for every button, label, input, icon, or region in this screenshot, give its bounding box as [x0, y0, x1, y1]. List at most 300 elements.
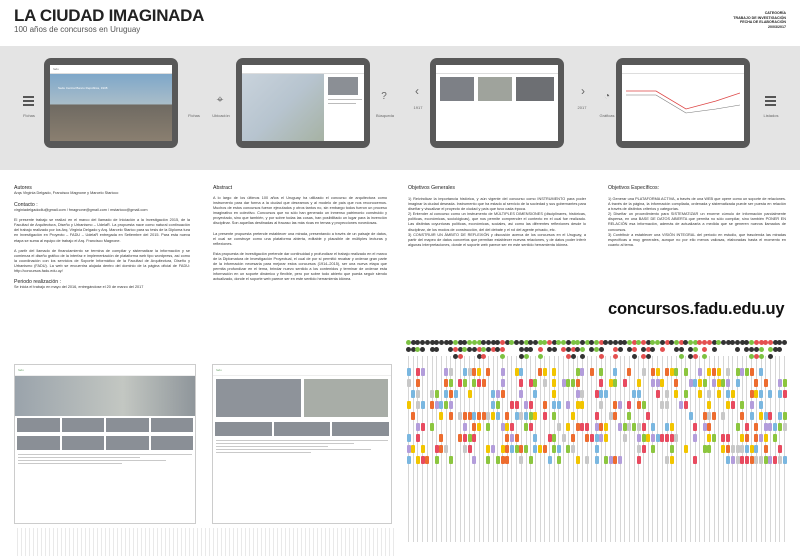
website-screenshot-1	[14, 364, 196, 524]
timeline-cell	[486, 423, 490, 431]
timeline-dot	[712, 340, 717, 345]
timeline-cell	[768, 390, 772, 398]
timeline-dot	[552, 347, 557, 352]
screen-nav-2	[242, 65, 364, 74]
timeline-cell	[627, 401, 631, 409]
timeline-line	[573, 356, 574, 542]
timeline-dot	[448, 347, 453, 352]
timeline-line	[413, 356, 414, 542]
timeline-cell	[576, 379, 580, 387]
timeline-cell	[745, 456, 749, 464]
chevron-left-icon: ‹	[415, 84, 419, 98]
timeline-cell	[458, 434, 462, 442]
timeline-dot	[726, 340, 731, 345]
timeline-cell	[444, 445, 448, 453]
timeline-cell	[656, 390, 660, 398]
timeline-cell	[477, 368, 481, 376]
timeline-line	[718, 356, 719, 542]
timeline-dot	[646, 340, 651, 345]
screen-nav: fadu	[50, 65, 172, 74]
timeline-cell	[740, 456, 744, 464]
timeline-cell	[759, 401, 763, 409]
timeline-line	[432, 356, 433, 542]
meta-block	[733, 11, 786, 29]
timeline-line	[540, 356, 541, 542]
timeline-line	[568, 356, 569, 542]
timeline-cell	[707, 445, 711, 453]
timeline-cell	[731, 456, 735, 464]
timeline-cell	[472, 434, 476, 442]
timeline-dot	[430, 347, 435, 352]
timeline-dot	[533, 340, 538, 345]
timeline-cell	[580, 368, 584, 376]
timeline-cell	[745, 423, 749, 431]
timeline-dot	[613, 347, 618, 352]
timeline-dot	[754, 340, 759, 345]
timeline-dot	[632, 354, 637, 359]
category-label: CATEGORÍA	[764, 11, 786, 15]
timeline-line	[591, 356, 592, 542]
timeline-dot	[749, 347, 754, 352]
timeline-cell	[712, 379, 716, 387]
timeline-cell	[416, 390, 420, 398]
timeline-dot	[730, 340, 735, 345]
timeline-dot	[524, 347, 529, 352]
timeline-line	[422, 356, 423, 542]
timeline-dot	[613, 340, 618, 345]
timeline-cell	[698, 390, 702, 398]
timeline-cell	[421, 423, 425, 431]
timeline-dot	[500, 347, 505, 352]
timeline-cell	[759, 412, 763, 420]
timeline-cell	[656, 379, 660, 387]
timeline-cell	[604, 423, 608, 431]
timeline-cell	[750, 401, 754, 409]
shot-hero-1	[15, 376, 195, 416]
timeline-line	[530, 356, 531, 542]
timeline-dot	[754, 354, 759, 359]
timeline-cell	[515, 368, 519, 376]
timeline-cell	[425, 456, 429, 464]
photo-caption: Sede Central Banco República, 1938	[58, 86, 108, 90]
index-list-strip	[14, 528, 394, 556]
timeline-cell	[707, 412, 711, 420]
timeline-dot	[538, 340, 543, 345]
timeline-cell	[627, 423, 631, 431]
timeline-dot	[702, 354, 707, 359]
timeline-cell	[543, 379, 547, 387]
timeline-cell	[764, 412, 768, 420]
timeline-cell	[745, 445, 749, 453]
timeline-cell	[670, 368, 674, 376]
timeline-dot	[425, 340, 430, 345]
timeline-cell	[670, 423, 674, 431]
timeline-cell	[552, 368, 556, 376]
timeline-dot	[660, 347, 665, 352]
timeline-cell	[726, 434, 730, 442]
timeline-cell	[505, 412, 509, 420]
timeline-line	[511, 356, 512, 542]
timeline-cell	[421, 401, 425, 409]
timeline-line	[493, 356, 494, 542]
timeline-cell	[674, 368, 678, 376]
timeline-dot	[669, 340, 674, 345]
timeline-cell	[505, 445, 509, 453]
timeline-dot	[618, 340, 623, 345]
timeline-line	[582, 356, 583, 542]
timeline-dot	[458, 340, 463, 345]
timeline-cell	[430, 401, 434, 409]
timeline-cell	[501, 379, 505, 387]
timeline-dot	[679, 347, 684, 352]
label-graficas: Gráficas	[599, 113, 615, 118]
timeline-line	[685, 356, 686, 542]
timeline-line	[554, 356, 555, 542]
timeline-cell	[482, 379, 486, 387]
timeline-cell	[712, 412, 716, 420]
shot-header-2: fadu	[213, 365, 391, 376]
timeline-cell	[674, 390, 678, 398]
timeline-cell	[439, 401, 443, 409]
timeline-cell	[444, 401, 448, 409]
timeline-cell	[684, 368, 688, 376]
timeline-dot	[782, 340, 787, 345]
timeline-dot	[566, 354, 571, 359]
timeline-cell	[552, 445, 556, 453]
timeline-cell	[637, 379, 641, 387]
column-specific-objectives	[608, 185, 786, 248]
timeline-dot	[716, 340, 721, 345]
timeline-line	[620, 356, 621, 542]
timeline-cell	[721, 434, 725, 442]
timeline-cell	[407, 368, 411, 376]
timeline-cell	[773, 456, 777, 464]
timeline-cell	[557, 445, 561, 453]
timeline-line	[563, 356, 564, 542]
timeline-cell	[726, 390, 730, 398]
timeline-cell	[717, 390, 721, 398]
timeline-cell	[595, 423, 599, 431]
timeline-dot	[477, 340, 482, 345]
timeline-cell	[726, 445, 730, 453]
site-url[interactable]: concursos.fadu.edu.uy	[608, 300, 785, 318]
timeline-cell	[486, 445, 490, 453]
timeline-cell	[562, 434, 566, 442]
timeline-cell	[599, 401, 603, 409]
timeline-cell	[609, 412, 613, 420]
timeline-cell	[421, 456, 425, 464]
timeline-dot	[773, 340, 778, 345]
timeline-cell	[693, 379, 697, 387]
timeline-cell	[449, 412, 453, 420]
timeline-cell	[454, 390, 458, 398]
timeline-cell	[609, 456, 613, 464]
timeline-line	[596, 356, 597, 542]
timeline-dot	[759, 354, 764, 359]
timeline-dot	[528, 340, 533, 345]
timeline-cell	[407, 456, 411, 464]
building-photo	[50, 74, 172, 141]
timeline-cell	[590, 434, 594, 442]
timeline-cell	[651, 423, 655, 431]
device-fichas	[44, 58, 178, 148]
year-right: 2017	[577, 105, 587, 110]
timeline-cell	[764, 434, 768, 442]
timeline-cell	[501, 445, 505, 453]
timeline-cell	[712, 434, 716, 442]
timeline-line	[695, 356, 696, 542]
timeline-line	[775, 356, 776, 542]
timeline-cell	[463, 379, 467, 387]
timeline-cell	[613, 456, 617, 464]
timeline-cell	[712, 368, 716, 376]
timeline-dot	[519, 354, 524, 359]
timeline-cell	[595, 412, 599, 420]
timeline-line	[634, 356, 635, 542]
timeline-cell	[627, 412, 631, 420]
timeline-cell	[745, 434, 749, 442]
timeline-cell	[599, 390, 603, 398]
timeline-cell	[674, 434, 678, 442]
timeline-line	[667, 356, 668, 542]
timeline-dot	[655, 340, 660, 345]
timeline-line	[441, 356, 442, 542]
timeline-cell	[613, 401, 617, 409]
timeline-line	[723, 356, 724, 542]
timeline-dot	[477, 354, 482, 359]
timeline-cell	[510, 423, 514, 431]
timeline-cell	[778, 379, 782, 387]
timeline-line	[765, 356, 766, 542]
timeline-line	[737, 356, 738, 542]
timeline-dot	[481, 354, 486, 359]
timeline-line	[643, 356, 644, 542]
timeline-cell	[750, 390, 754, 398]
timeline-cell	[416, 423, 420, 431]
timeline-dot	[589, 347, 594, 352]
timeline-cell	[740, 434, 744, 442]
timeline-cell	[768, 423, 772, 431]
timeline-dot	[472, 347, 477, 352]
device-graficas	[616, 58, 750, 148]
timeline-cell	[618, 423, 622, 431]
timeline-cell	[740, 368, 744, 376]
timeline-cell	[637, 423, 641, 431]
timeline-cell	[529, 412, 533, 420]
timeline-dot	[754, 347, 759, 352]
timeline-cell	[580, 423, 584, 431]
timeline-cell	[529, 423, 533, 431]
timeline-dot	[777, 347, 782, 352]
timeline-cell	[726, 456, 730, 464]
timeline-dot	[528, 347, 533, 352]
timeline-dot	[768, 354, 773, 359]
timeline-line	[558, 356, 559, 542]
timeline-cell	[689, 379, 693, 387]
timeline-cell	[656, 434, 660, 442]
timeline-cell	[430, 423, 434, 431]
timeline-cell	[421, 368, 425, 376]
timeline-dot	[740, 340, 745, 345]
timeline-cell	[750, 412, 754, 420]
timeline-dot	[763, 340, 768, 345]
timeline-cell	[533, 445, 537, 453]
timeline-cell	[529, 401, 533, 409]
timeline-line	[535, 356, 536, 542]
timeline-cell	[472, 368, 476, 376]
timeline-cell	[496, 456, 500, 464]
timeline-cell	[463, 368, 467, 376]
timeline-dot	[683, 340, 688, 345]
timeline-dot	[660, 340, 665, 345]
timeline-cell	[670, 434, 674, 442]
timeline-cell	[599, 379, 603, 387]
timeline-line	[648, 356, 649, 542]
timeline-cell	[778, 390, 782, 398]
timeline-cell	[411, 412, 415, 420]
timeline-cell	[491, 412, 495, 420]
page-title: LA CIUDAD IMAGINADA	[14, 6, 205, 25]
timeline-cell	[566, 379, 570, 387]
timeline-cell	[580, 390, 584, 398]
timeline-cell	[717, 379, 721, 387]
timeline-cell	[552, 412, 556, 420]
screen-nav-4	[622, 65, 744, 74]
timeline-dot	[524, 354, 529, 359]
website-screenshot-2	[212, 364, 392, 524]
timeline-line	[455, 356, 456, 542]
timeline-dot	[575, 340, 580, 345]
timeline-cell	[646, 412, 650, 420]
timeline-cell	[491, 390, 495, 398]
timeline-cell	[707, 368, 711, 376]
timeline-cell	[486, 368, 490, 376]
timeline-cell	[740, 445, 744, 453]
timeline-cell	[552, 379, 556, 387]
timeline-dot	[688, 340, 693, 345]
timeline-cell	[524, 445, 528, 453]
timeline-cell	[613, 412, 617, 420]
timeline-cell	[411, 390, 415, 398]
timeline-dot	[519, 340, 524, 345]
timeline-dot	[632, 347, 637, 352]
timeline-cell	[651, 368, 655, 376]
timeline-cell	[731, 445, 735, 453]
timeline-cell	[764, 423, 768, 431]
timeline-cell	[571, 379, 575, 387]
timeline-cell	[736, 423, 740, 431]
timeline-cell	[557, 423, 561, 431]
timeline-line	[699, 356, 700, 542]
timeline-cell	[778, 445, 782, 453]
timeline-dot	[618, 347, 623, 352]
timeline-cell	[458, 379, 462, 387]
timeline-cell	[533, 390, 537, 398]
timeline-dot	[519, 347, 524, 352]
timeline-cell	[721, 379, 725, 387]
timeline-cell	[463, 445, 467, 453]
timeline-dot	[599, 347, 604, 352]
chevron-right-icon: ›	[581, 84, 585, 98]
pie-chart-icon: ◔	[603, 91, 611, 102]
timeline-cell	[416, 401, 420, 409]
timeline-cell	[486, 412, 490, 420]
timeline-cell	[439, 445, 443, 453]
timeline-cell	[783, 379, 787, 387]
timeline-cell	[515, 412, 519, 420]
timeline-cell	[754, 423, 758, 431]
general-objective-2: 2) Entender al concurso como un instrumento de MÚLTIPLES DIMENSIONES (disciplinares, históricas, políticas, económicas, sociológicas), que nos permite comprender el contexto en el cual fue realizado. Las distintas coyunturas políticas, económicas, sociales, así como las diferentes reflexiones desde lo disciplinar, de los modos de construcción, del del debate y el rol del agente privado, etc.	[408, 212, 586, 232]
timeline-line	[624, 356, 625, 542]
timeline-dot	[744, 347, 749, 352]
timeline-cell	[703, 379, 707, 387]
timeline-cell	[458, 412, 462, 420]
timeline-line	[474, 356, 475, 542]
timeline-cell	[764, 456, 768, 464]
timeline-cell	[580, 401, 584, 409]
timeline-cell	[519, 412, 523, 420]
general-objective-1: 1) Reivindicar la importancia histórica, y aún vigente del concurso como INSTRUMENTO para poder imaginar la ciudad deseada. Instrumento que ha estado al servicio de la sociedad y sus gobernantes para diseñar y visualizar el proyecto de ciudad y país que tuvo cada época.	[408, 197, 586, 212]
timeline-cell	[529, 379, 533, 387]
timeline-dot	[608, 340, 613, 345]
timeline-cell	[496, 401, 500, 409]
timeline-cell	[637, 445, 641, 453]
column-general-objectives	[408, 185, 586, 248]
timeline-cell	[623, 379, 627, 387]
timeline-cell	[618, 456, 622, 464]
timeline-line	[662, 356, 663, 542]
timeline-cell	[510, 434, 514, 442]
timeline-dot	[646, 347, 651, 352]
timeline-cell	[637, 456, 641, 464]
timeline-dot	[702, 347, 707, 352]
timeline-cell	[468, 368, 472, 376]
column-authors	[14, 185, 190, 290]
search-icon: ?	[381, 91, 387, 102]
timeline-cell	[698, 379, 702, 387]
timeline-line	[446, 356, 447, 542]
timeline-cell	[637, 434, 641, 442]
timeline-cell	[515, 445, 519, 453]
timeline-cell	[651, 379, 655, 387]
timeline-line	[761, 356, 762, 542]
timeline-cell	[623, 434, 627, 442]
timeline-cell	[510, 445, 514, 453]
category-value: TRABAJO DE INVESTIGACIÓN	[733, 15, 786, 20]
timeline-dot	[641, 354, 646, 359]
timeline-dot	[481, 340, 486, 345]
menu-icon	[23, 96, 34, 108]
timeline-dot	[594, 347, 599, 352]
label-ubicacion: Ubicación	[212, 113, 230, 118]
timeline-cell	[750, 445, 754, 453]
date-label: FECHA DE ELABORACIÓN	[740, 20, 786, 25]
timeline-cell	[764, 445, 768, 453]
abstract-paragraph-2: La presente propuesta pretende establecer una mirada, presentando a través de un paisaje de datos, el cual se construye como una plataforma abierta, editable y plausible de múltiples lecturas y reflexiones.	[213, 231, 387, 246]
timeline-cell	[754, 390, 758, 398]
timeline-dot	[458, 354, 463, 359]
timeline-cell	[783, 456, 787, 464]
timeline-cell	[613, 379, 617, 387]
timeline-dot	[462, 340, 467, 345]
timeline-dot	[627, 347, 632, 352]
timeline-cell	[721, 412, 725, 420]
timeline-cell	[773, 434, 777, 442]
map-pin-icon: ⌖	[216, 92, 224, 106]
timeline-cell	[529, 456, 533, 464]
timeline-cell	[623, 423, 627, 431]
timeline-dot	[491, 340, 496, 345]
